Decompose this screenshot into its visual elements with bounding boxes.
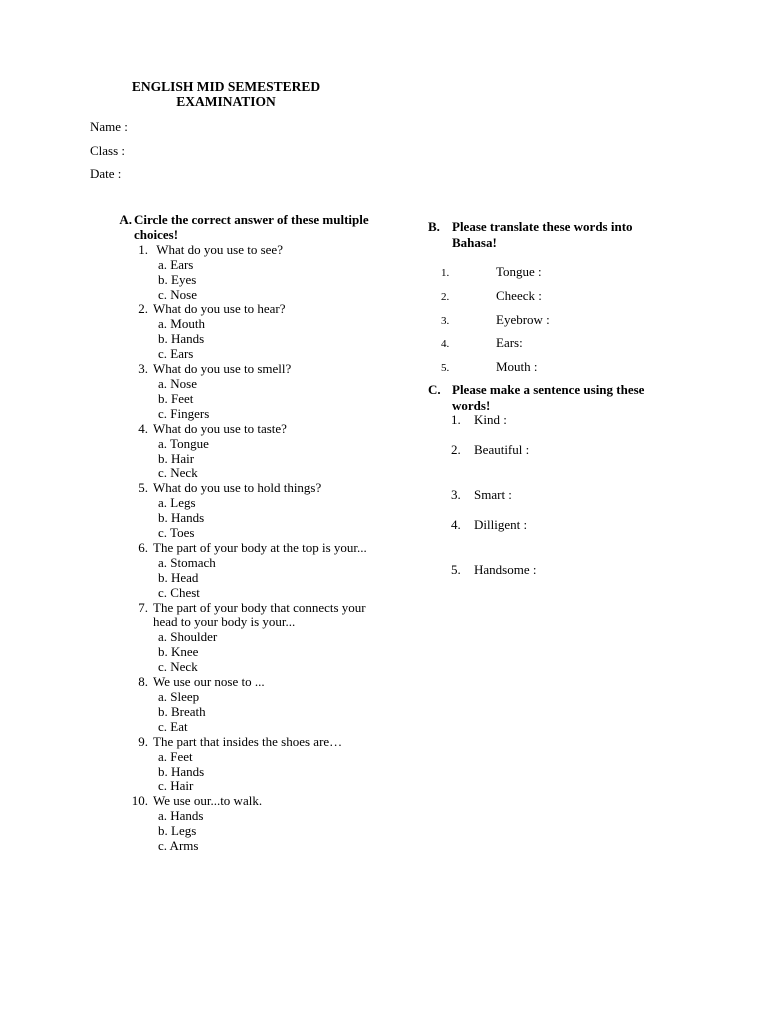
translate-item-word: Tongue : [496, 264, 542, 279]
question-text: What do you use to hold things? [153, 480, 322, 496]
sentence-item [451, 517, 527, 533]
translate-item-word: Ears: [496, 335, 523, 350]
question-text: We use our nose to ... [153, 674, 265, 690]
answer-option[interactable]: b. Knee [158, 644, 199, 660]
question-item [130, 541, 380, 556]
answer-option[interactable]: b. Hands [158, 510, 205, 526]
translate-item-number: 2. [441, 291, 450, 303]
answer-option[interactable]: c. Neck [158, 465, 198, 481]
answer-option[interactable]: a. Legs [158, 495, 196, 511]
sentence-item [451, 562, 536, 578]
translate-item-word: Mouth : [496, 359, 538, 374]
question-number: 5. [138, 480, 148, 496]
answer-option[interactable]: c. Neck [158, 659, 198, 675]
answer-option[interactable]: c. Chest [158, 584, 200, 600]
answer-option[interactable]: b. Hair [158, 450, 195, 466]
answer-option[interactable]: b. Eyes [158, 271, 197, 287]
question-number: 6. [138, 539, 148, 555]
section-a-letter: A. [119, 212, 132, 227]
question-text: The part of your body that connects your head to your body is your... [153, 599, 369, 630]
answer-option[interactable]: a. Hands [158, 808, 204, 824]
sentence-item-word: Handsome : [474, 562, 537, 577]
question-item [130, 735, 380, 750]
section-c-heading: Please make a sentence using these words! [452, 382, 645, 413]
translate-item [441, 359, 538, 375]
answer-option[interactable]: a. Feet [158, 748, 193, 764]
question-item [130, 422, 380, 437]
question-text: What do you use to hear? [153, 301, 286, 317]
translate-item-word: Cheeck : [496, 288, 542, 303]
sentence-item-number: 5. [451, 562, 461, 577]
answer-option[interactable]: a. Mouth [158, 316, 205, 332]
section-a [90, 213, 380, 854]
question-number: 8. [138, 674, 148, 690]
translate-item-number: 4. [441, 338, 450, 350]
sentence-item-word: Smart : [474, 487, 512, 502]
translate-item-number: 3. [441, 315, 450, 327]
answer-option[interactable]: c. Nose [158, 286, 197, 302]
question-item [130, 601, 380, 631]
exam-title-line2: EXAMINATION [176, 94, 276, 109]
translate-item-word: Eyebrow : [496, 312, 550, 327]
answer-option[interactable]: a. Sleep [158, 689, 200, 704]
translate-item-number: 5. [441, 362, 450, 374]
answer-option[interactable]: c. Arms [158, 838, 199, 854]
answer-option[interactable]: a. Stomach [158, 554, 216, 570]
sentence-item-word: Beautiful : [474, 442, 530, 457]
answer-option[interactable]: c. Eat [158, 718, 188, 734]
exam-title [90, 79, 362, 109]
translate-item [441, 335, 523, 351]
question-item [130, 481, 380, 496]
question-text: What do you use to taste? [153, 420, 287, 436]
sentence-item [451, 442, 529, 458]
answer-option[interactable]: b. Feet [158, 390, 194, 406]
question-number: 1. [138, 241, 148, 257]
question-text: The part of your body at the top is your... [153, 539, 367, 555]
section-c-letter: C. [428, 382, 441, 397]
class-label: Class : [90, 143, 126, 158]
sentence-item-number: 3. [451, 487, 461, 502]
question-text: The part that insides the shoes are… [153, 733, 343, 749]
question-number: 10. [131, 793, 148, 809]
exam-title-line1: ENGLISH MID SEMESTERED [131, 79, 321, 94]
answer-option[interactable]: b. Head [158, 569, 199, 585]
answer-option[interactable]: a. Tongue [158, 435, 209, 451]
sentence-item-word: Dilligent : [474, 517, 528, 532]
answer-option[interactable]: c. Ears [158, 346, 194, 362]
question-item [130, 794, 380, 809]
question-number: 3. [138, 361, 148, 377]
question-number: 7. [138, 599, 148, 615]
question-item [130, 362, 380, 377]
question-list [90, 243, 380, 854]
question-number: 4. [138, 420, 148, 436]
translate-item [441, 264, 542, 280]
answer-option[interactable]: b. Breath [158, 703, 206, 719]
question-item [130, 302, 380, 317]
answer-option[interactable]: a. Nose [158, 375, 197, 391]
date-label: Date : [90, 166, 122, 181]
answer-option[interactable]: a. Shoulder [158, 629, 218, 645]
question-number: 2. [138, 301, 148, 317]
sentence-item-number: 1. [451, 412, 461, 427]
sentence-item-number: 2. [451, 442, 461, 457]
question-number: 9. [138, 733, 148, 749]
section-b-heading: Please translate these words into Bahasa! [452, 219, 633, 250]
sentence-item [451, 412, 507, 428]
answer-option[interactable]: a. Ears [158, 256, 194, 272]
translate-item [441, 288, 542, 304]
translate-item [441, 312, 550, 328]
name-label: Name : [90, 119, 128, 134]
question-item [130, 243, 380, 258]
sentence-item-word: Kind : [474, 412, 507, 427]
answer-option[interactable]: c. Toes [158, 525, 195, 541]
sentence-item-number: 4. [451, 517, 461, 532]
question-text: What do you use to smell? [153, 361, 292, 377]
question-text: We use our...to walk. [153, 793, 263, 809]
question-item [130, 675, 380, 690]
answer-option[interactable]: c. Fingers [158, 405, 210, 421]
sentence-item [451, 487, 512, 503]
section-c-header [428, 382, 678, 414]
answer-option[interactable]: b. Legs [158, 823, 197, 839]
section-b-header [428, 219, 678, 251]
answer-option[interactable]: b. Hands [158, 331, 205, 347]
answer-option[interactable]: b. Hands [158, 763, 205, 779]
section-a-header [90, 213, 380, 243]
section-b-letter: B. [428, 219, 440, 234]
question-text: What do you use to see? [153, 241, 283, 257]
answer-option[interactable]: c. Hair [158, 778, 194, 794]
translate-item-number: 1. [441, 267, 450, 279]
section-a-heading: Circle the correct answer of these multiple choices! [134, 212, 369, 242]
